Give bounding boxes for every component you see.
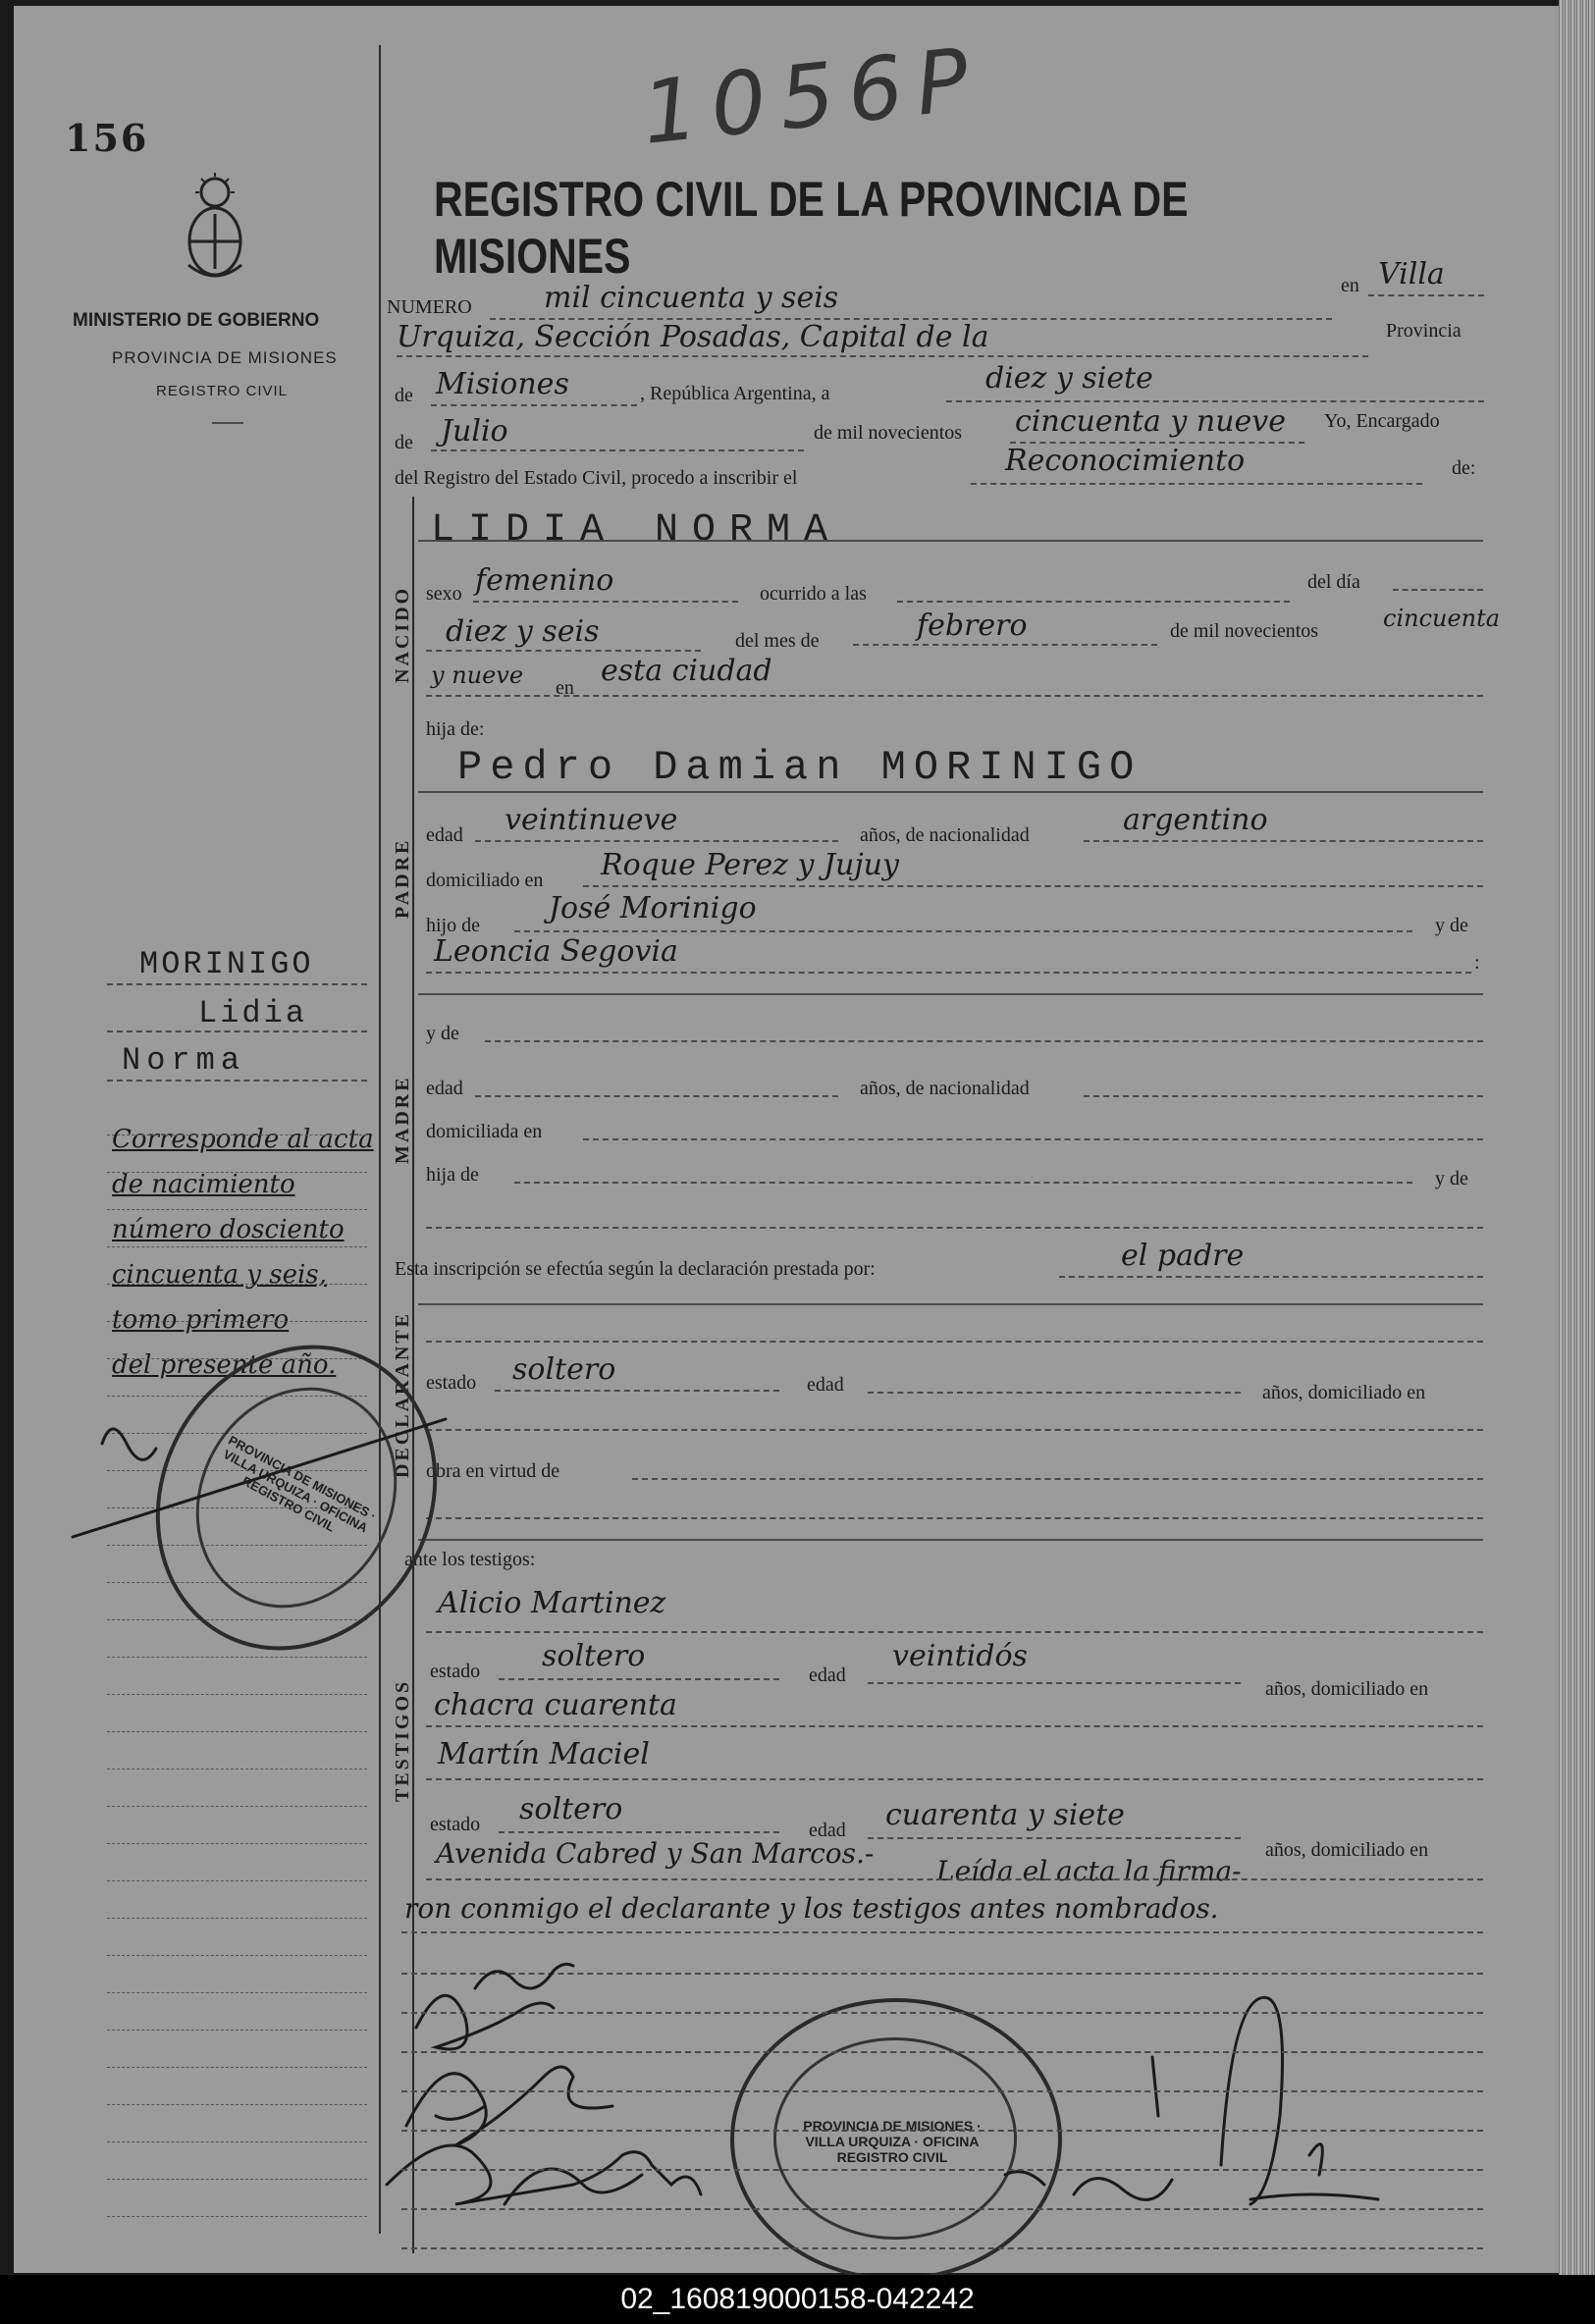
madre-y-de2-label: y de [1435, 1168, 1468, 1189]
signatures-image [14, 6, 1570, 2273]
margin-note-line: número dosciento [112, 1215, 345, 1244]
w2-dom-label: años, domiciliado en [1265, 1839, 1429, 1861]
declaracion-value: el padre [1121, 1239, 1245, 1273]
w1-estado: soltero [542, 1639, 646, 1673]
signature-rule-line [401, 2208, 1483, 2210]
signature-rule-line [401, 2051, 1483, 2053]
padre-nac-label: años, de nacionalidad [860, 824, 1030, 846]
w1-dom-label: años, domiciliado en [1265, 1678, 1429, 1700]
nacido-day: diez y seis [446, 614, 600, 649]
w1-edad-label: edad [809, 1664, 846, 1686]
signature-rule-line [401, 2090, 1483, 2092]
declarante-edad-label: edad [807, 1374, 844, 1396]
padre-hijo-label: hijo de [426, 915, 480, 936]
padre-edad-label: edad [426, 824, 463, 846]
w2-dom: Avenida Cabred y San Marcos.- [436, 1837, 875, 1870]
padre-dom: Roque Perez y Jujuy [601, 848, 899, 882]
padre-colon: : [1474, 952, 1480, 974]
place-value: Urquiza, Sección Posadas, Capital de la [397, 320, 989, 354]
nacido-name: LIDIA NORMA [431, 508, 842, 553]
republica-label: , República Argentina, a [640, 383, 830, 404]
margin-note-line: Corresponde al acta [112, 1125, 374, 1154]
padre-name: Pedro Damian MORINIGO [457, 744, 1143, 791]
ocurrido-label: ocurrido a las [760, 583, 867, 605]
padre-nac: argentino [1123, 803, 1268, 837]
margin-note-line: cincuenta y seis, [112, 1260, 327, 1290]
left-stamp-text: PROVINCIA DE MISIONES · VILLA URQUIZA · OFICINA REGISTRO CIVIL [220, 1432, 380, 1536]
w1-edad: veintidós [892, 1639, 1028, 1673]
section-padre: PADRE [392, 837, 413, 919]
provincia-label: Provincia [1386, 320, 1462, 342]
padre-dom-label: domiciliado en [426, 870, 544, 891]
madre-y-de-label: y de [426, 1023, 459, 1044]
madre-edad-label: edad [426, 1078, 463, 1099]
padre-father: José Morinigo [549, 891, 757, 925]
page-title: REGISTRO CIVIL DE LA PROVINCIA DE MISIONES [434, 172, 1189, 284]
declaracion-label: Esta inscripción se efectúa según la declaración prestada por: [395, 1258, 876, 1280]
numero-value: mil cincuenta y seis [544, 281, 839, 315]
w2-estado-label: estado [430, 1814, 481, 1835]
padre-y-de-label: y de [1435, 915, 1468, 936]
province-value: Misiones [436, 367, 569, 401]
folio-number: 156 [65, 116, 149, 160]
madre-hija-label: hija de [426, 1164, 479, 1186]
w2-edad: cuarenta y siete [885, 1798, 1125, 1832]
section-nacido: NACIDO [392, 585, 413, 683]
register-page [14, 6, 1570, 2273]
ministry-name: MINISTERIO DE GOBIERNO [73, 310, 320, 331]
sexo-label: sexo [426, 583, 462, 605]
margin-given-1: Lidia [198, 995, 308, 1031]
section-testigos: TESTIGOS [392, 1678, 413, 1802]
padre-mother: Leoncia Segovia [434, 934, 678, 969]
mes-label: del mes de [735, 630, 820, 652]
declarante-estado: soltero [512, 1352, 616, 1387]
registro-label: del Registro del Estado Civil, procedo a inscribir el [395, 467, 798, 489]
signature-rule-line [401, 2247, 1483, 2249]
nacido-place: esta ciudad [601, 654, 772, 688]
section-madre: MADRE [392, 1075, 413, 1164]
w1-dom: chacra cuarenta [434, 1688, 677, 1722]
madre-nac-label: años, de nacionalidad [860, 1078, 1030, 1099]
closing-1: Leída el acta la firma- [936, 1855, 1242, 1887]
declarante-estado-label: estado [426, 1372, 477, 1394]
de2-label: de [395, 432, 413, 453]
signature-rule-line [401, 2130, 1483, 2132]
padre-edad: veintinueve [505, 803, 678, 837]
de-colon: de: [1452, 457, 1476, 479]
margin-note-line: tomo primero [112, 1305, 290, 1335]
section-declarante: DECLARANTE [392, 1310, 413, 1478]
declarante-obra-label: obra en virtud de [426, 1460, 560, 1482]
image-id: 02_160819000158-042242 [620, 2283, 975, 2315]
numero-label: NUMERO [387, 296, 472, 318]
year-label: de mil novecientos [814, 422, 963, 444]
image-id-bar [0, 2275, 1595, 2324]
margin-surname: MORINIGO [139, 946, 314, 982]
nacido-month: febrero [917, 608, 1028, 643]
month-value: Julio [441, 414, 508, 449]
sexo-value: femenino [475, 563, 614, 598]
signature-rule-line [401, 2169, 1483, 2171]
declarante-dom-label: años, domiciliado en [1262, 1382, 1426, 1403]
testigos-intro: ante los testigos: [404, 1549, 536, 1570]
book-binding-edge [1559, 0, 1595, 2275]
w2-edad-label: edad [809, 1820, 846, 1841]
w2-estado: soltero [519, 1792, 623, 1826]
hija-label: hija de: [426, 718, 485, 740]
yo-label: Yo, Encargado [1324, 410, 1440, 432]
en-label: en [1341, 275, 1359, 296]
del-dia-label: del día [1307, 571, 1360, 593]
bottom-stamp-text: PROVINCIA DE MISIONES · VILLA URQUIZA · OFICINA REGISTRO CIVIL [803, 2118, 982, 2165]
margin-note-line: del presente año. [112, 1350, 337, 1380]
file-number: 1056P [637, 27, 987, 164]
nacido-en-label: en [556, 677, 574, 699]
w1-estado-label: estado [430, 1661, 481, 1682]
closing-2: ron conmigo el declarante y los testigos antes nombrados. [404, 1892, 1219, 1925]
en-value: Villa [1378, 257, 1445, 291]
margin-note-line: de nacimiento [112, 1170, 295, 1199]
nacido-year-label: de mil novecientos [1170, 620, 1319, 642]
act-type: Reconocimiento [1005, 444, 1246, 478]
madre-dom-label: domiciliada en [426, 1121, 543, 1142]
de-label: de [395, 385, 413, 406]
w1-name: Alicio Martinez [438, 1586, 666, 1620]
ministry-province: PROVINCIA DE MISIONES [112, 348, 338, 367]
nacido-year-2: y nueve [431, 661, 524, 689]
ministry-office: REGISTRO CIVIL [156, 383, 289, 399]
year-value: cincuenta y nueve [1015, 404, 1286, 439]
signature-rule-line [401, 2012, 1483, 2014]
nacido-year-1: cincuenta [1383, 605, 1501, 632]
w2-name: Martín Maciel [438, 1737, 650, 1771]
margin-given-2: Norma [122, 1042, 246, 1079]
day-value: diez y siete [985, 361, 1153, 396]
